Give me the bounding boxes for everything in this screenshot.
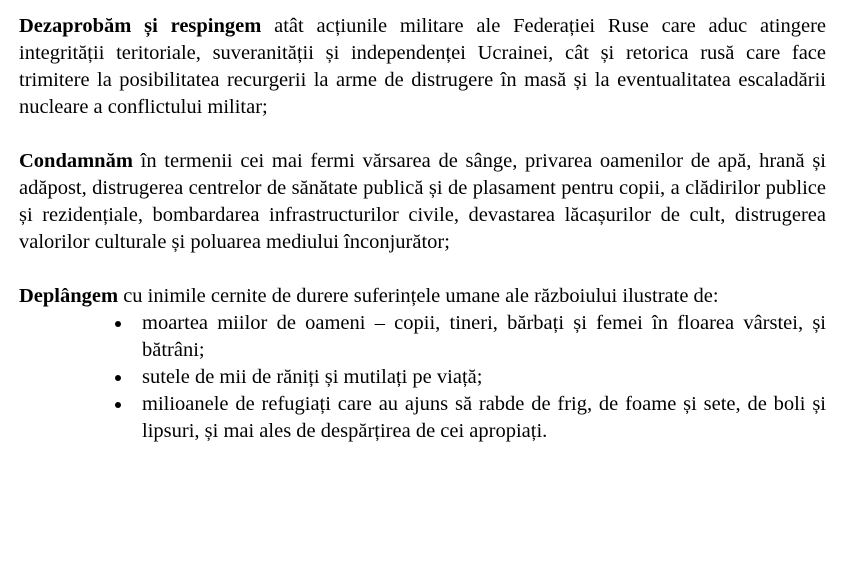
bullet-icon — [115, 375, 121, 381]
list-item — [115, 364, 826, 391]
paragraph-lead: Dezaprobăm și respingem — [19, 15, 262, 37]
paragraph-condamnam — [19, 148, 826, 256]
paragraph-lead: Condamnăm — [19, 150, 133, 172]
paragraph-dezaprobam — [19, 13, 826, 121]
list-item-text: sutele de mii de răniți și mutilați pe viață; — [142, 366, 483, 388]
paragraph-text: în termenii cei mai fermi vărsarea de sânge, privarea oamenilor de apă, hrană și adăpost, distrugerea centrelor de sănătate publică și de plasament pentru copii, a clădirilor publice și rezidențiale, bombardarea infrastructurilor civile, devastarea lăcașurilor de cult, distrugerea valorilor culturale și poluarea mediului înconjurător; — [19, 150, 826, 253]
paragraph-text: cu inimile cernite de durere suferințele umane ale războiului ilustrate de: — [118, 285, 719, 307]
list-item-text: milioanele de refugiați care au ajuns să rabde de frig, de foame și sete, de boli și lipsuri, și mai ales de despărțirea de cei apropiați. — [142, 393, 826, 442]
bullet-icon — [115, 402, 121, 408]
paragraph-deplangem — [19, 283, 826, 445]
document-page — [19, 13, 826, 445]
bullet-icon — [115, 321, 121, 327]
list-item — [115, 310, 826, 364]
paragraph-text: atât acțiunile militare ale Federației Ruse care aduc atingere integrității teritoriale, suveranității și independenței Ucrainei, cât și retorica rusă care face trimitere la posibilitatea recurgerii la arme de distrugere în masă și la eventualitatea escaladării nucleare a conflictului militar; — [19, 15, 827, 118]
paragraph-lead: Deplângem — [19, 285, 119, 307]
paragraph-intro — [19, 283, 826, 310]
list-item-text: moartea miilor de oameni – copii, tineri, bărbați și femei în floarea vârstei, și bătrâni; — [142, 312, 826, 361]
list-item — [115, 391, 826, 445]
bullet-list — [19, 310, 826, 445]
